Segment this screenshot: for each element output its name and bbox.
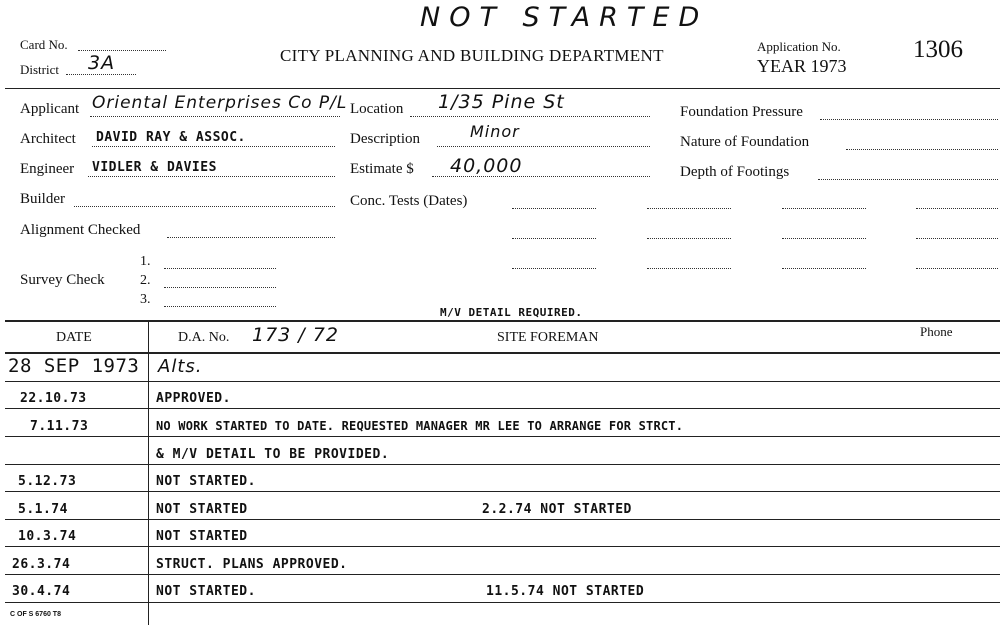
log-entry: APPROVED.: [156, 391, 231, 406]
date-column-divider: [148, 320, 149, 625]
log-header-border: [5, 352, 1000, 354]
engineer-field[interactable]: [88, 176, 335, 177]
location-label: Location: [350, 101, 404, 117]
log-entry: STRUCT. PLANS APPROVED.: [156, 557, 348, 572]
not-started-stamp: NOT STARTED: [420, 2, 709, 33]
log-date: 5.1.74: [18, 502, 68, 517]
survey-field-2[interactable]: [164, 287, 276, 288]
log-entry: NOT STARTED: [156, 529, 248, 544]
district-field[interactable]: [66, 74, 136, 75]
site-foreman-header: SITE FOREMAN: [497, 330, 599, 345]
conc-test-field[interactable]: [647, 208, 731, 209]
log-date: 26.3.74: [12, 557, 71, 572]
detail-required-note: M/V DETAIL REQUIRED.: [440, 306, 583, 319]
estimate-value: 40,000: [450, 155, 523, 177]
log-row-line: [5, 491, 1000, 492]
survey-num-2: 2.: [140, 273, 151, 288]
phone-header: Phone: [920, 324, 953, 339]
description-value: Minor: [470, 122, 520, 141]
architect-field[interactable]: [92, 146, 335, 147]
district-value: 3A: [88, 52, 116, 74]
log-row-line: [5, 464, 1000, 465]
log-row-line: [5, 436, 1000, 437]
card-no-label: Card No.: [20, 37, 68, 52]
conc-test-field[interactable]: [647, 268, 731, 269]
conc-test-field[interactable]: [782, 208, 866, 209]
survey-num-1: 1.: [140, 254, 151, 269]
survey-num-3: 3.: [140, 292, 151, 307]
log-row-line: [5, 546, 1000, 547]
depth-footings-label: Depth of Footings: [680, 164, 790, 180]
architect-value: DAVID RAY & ASSOC.: [96, 130, 246, 145]
year-label: YEAR 1973: [757, 56, 847, 76]
date-header: DATE: [56, 330, 92, 345]
conc-test-field[interactable]: [916, 208, 998, 209]
da-value: 173 / 72: [252, 324, 339, 346]
log-entry: NO WORK STARTED TO DATE. REQUESTED MANAGER MR LEE TO ARRANGE FOR STRCT.: [156, 419, 684, 433]
description-label: Description: [350, 131, 420, 147]
location-field[interactable]: [410, 116, 650, 117]
conc-test-field[interactable]: [782, 268, 866, 269]
conc-test-field[interactable]: [916, 238, 998, 239]
log-row-line: [5, 602, 1000, 603]
log-date: 28 SEP 1973: [8, 355, 140, 377]
nature-foundation-label: Nature of Foundation: [680, 134, 810, 150]
card-no-field[interactable]: [78, 50, 166, 51]
log-entry-extra: 2.2.74 NOT STARTED: [482, 502, 632, 517]
engineer-value: VIDLER & DAVIES: [92, 160, 217, 175]
form-code: C OF S 6760 T8: [10, 611, 61, 618]
log-date: 7.11.73: [30, 419, 89, 434]
applicant-field[interactable]: [90, 116, 340, 117]
location-value: 1/35 Pine St: [438, 91, 565, 113]
applicant-value: Oriental Enterprises Co P/L: [92, 93, 348, 113]
log-row-line: [5, 574, 1000, 575]
survey-field-1[interactable]: [164, 268, 276, 269]
log-entry-extra: 11.5.74 NOT STARTED: [486, 584, 645, 599]
log-entry: NOT STARTED: [156, 502, 248, 517]
department-title: CITY PLANNING AND BUILDING DEPARTMENT: [280, 46, 664, 65]
log-top-border: [5, 320, 1000, 322]
foundation-pressure-field[interactable]: [820, 119, 998, 120]
engineer-label: Engineer: [20, 161, 75, 177]
survey-label: Survey Check: [20, 272, 105, 288]
conc-test-field[interactable]: [512, 208, 596, 209]
alignment-label: Alignment Checked: [20, 222, 141, 238]
depth-footings-field[interactable]: [818, 179, 998, 180]
architect-label: Architect: [20, 131, 76, 147]
log-entry: & M/V DETAIL TO BE PROVIDED.: [156, 447, 390, 462]
log-row-line: [5, 408, 1000, 409]
conc-test-field[interactable]: [512, 238, 596, 239]
da-label: D.A. No.: [178, 330, 230, 345]
log-date: 10.3.74: [18, 529, 77, 544]
header-divider: [5, 88, 1000, 89]
log-date: 22.10.73: [20, 391, 87, 406]
builder-label: Builder: [20, 191, 65, 207]
log-date: 5.12.73: [18, 474, 77, 489]
conc-test-field[interactable]: [782, 238, 866, 239]
builder-field[interactable]: [74, 206, 335, 207]
log-entry: NOT STARTED.: [156, 474, 256, 489]
conc-test-field[interactable]: [512, 268, 596, 269]
survey-field-3[interactable]: [164, 306, 276, 307]
conc-test-field[interactable]: [916, 268, 998, 269]
description-field[interactable]: [437, 146, 650, 147]
conc-test-field[interactable]: [647, 238, 731, 239]
district-label: District: [20, 62, 59, 77]
nature-foundation-field[interactable]: [846, 149, 998, 150]
conc-tests-label: Conc. Tests (Dates): [350, 193, 468, 209]
applicant-label: Applicant: [20, 101, 80, 117]
alignment-field[interactable]: [167, 237, 335, 238]
foundation-pressure-label: Foundation Pressure: [680, 104, 803, 120]
log-row-line: [5, 519, 1000, 520]
log-entry: Alts.: [158, 356, 203, 377]
log-date: 30.4.74: [12, 584, 71, 599]
estimate-label: Estimate $: [350, 161, 414, 177]
application-number: 1306: [913, 36, 963, 63]
log-entry: NOT STARTED.: [156, 584, 256, 599]
log-row-line: [5, 381, 1000, 382]
application-no-label: Application No.: [757, 39, 841, 54]
